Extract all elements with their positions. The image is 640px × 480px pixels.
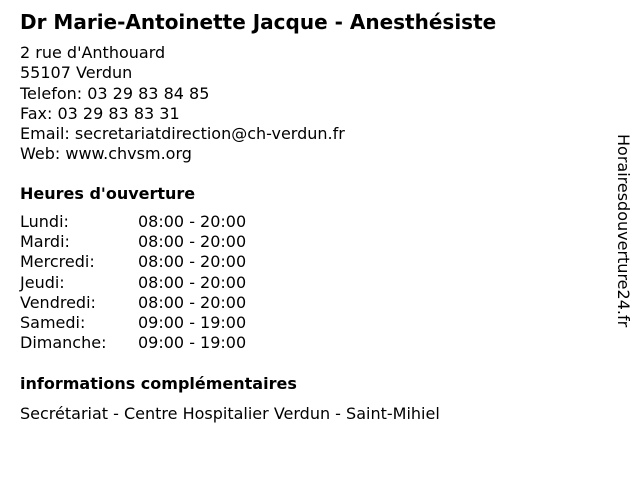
day-label: Vendredi: xyxy=(20,292,96,312)
time-range: 08:00 - 20:00 xyxy=(138,292,247,312)
website-url: Web: www.chvsm.org xyxy=(20,144,192,164)
watermark-text: Horairesdouverture24.fr xyxy=(614,134,633,328)
email-address: Email: secretariatdirection@ch-verdun.fr xyxy=(20,124,345,144)
time-range: 09:00 - 19:00 xyxy=(138,333,247,353)
day-label: Jeudi: xyxy=(20,272,65,292)
time-range: 09:00 - 19:00 xyxy=(138,312,247,332)
time-range: 08:00 - 20:00 xyxy=(138,212,247,231)
time-range: 08:00 - 20:00 xyxy=(138,252,247,272)
address-city: 55107 Verdun xyxy=(20,63,133,83)
day-label: Lundi: xyxy=(20,212,69,231)
time-range: 08:00 - 20:00 xyxy=(138,272,247,292)
contact-block xyxy=(20,43,345,165)
day-label: Mercredi: xyxy=(20,252,95,272)
additional-info-heading: informations complémentaires xyxy=(20,374,297,393)
fax-number: Fax: 03 29 83 83 31 xyxy=(20,103,180,123)
page-title: Dr Marie-Antoinette Jacque - Anesthésiste xyxy=(20,10,497,34)
opening-hours-heading: Heures d'ouverture xyxy=(20,184,196,203)
time-range: 08:00 - 20:00 xyxy=(138,232,247,252)
day-label: Mardi: xyxy=(20,232,70,252)
phone-number: Telefon: 03 29 83 84 85 xyxy=(20,83,210,103)
additional-info-text: Secrétariat - Centre Hospitalier Verdun - Saint-Mihiel xyxy=(20,404,440,423)
day-label: Samedi: xyxy=(20,312,86,332)
day-label: Dimanche: xyxy=(20,333,107,353)
site-watermark xyxy=(612,134,634,374)
address-street: 2 rue d'Anthouard xyxy=(20,43,166,62)
